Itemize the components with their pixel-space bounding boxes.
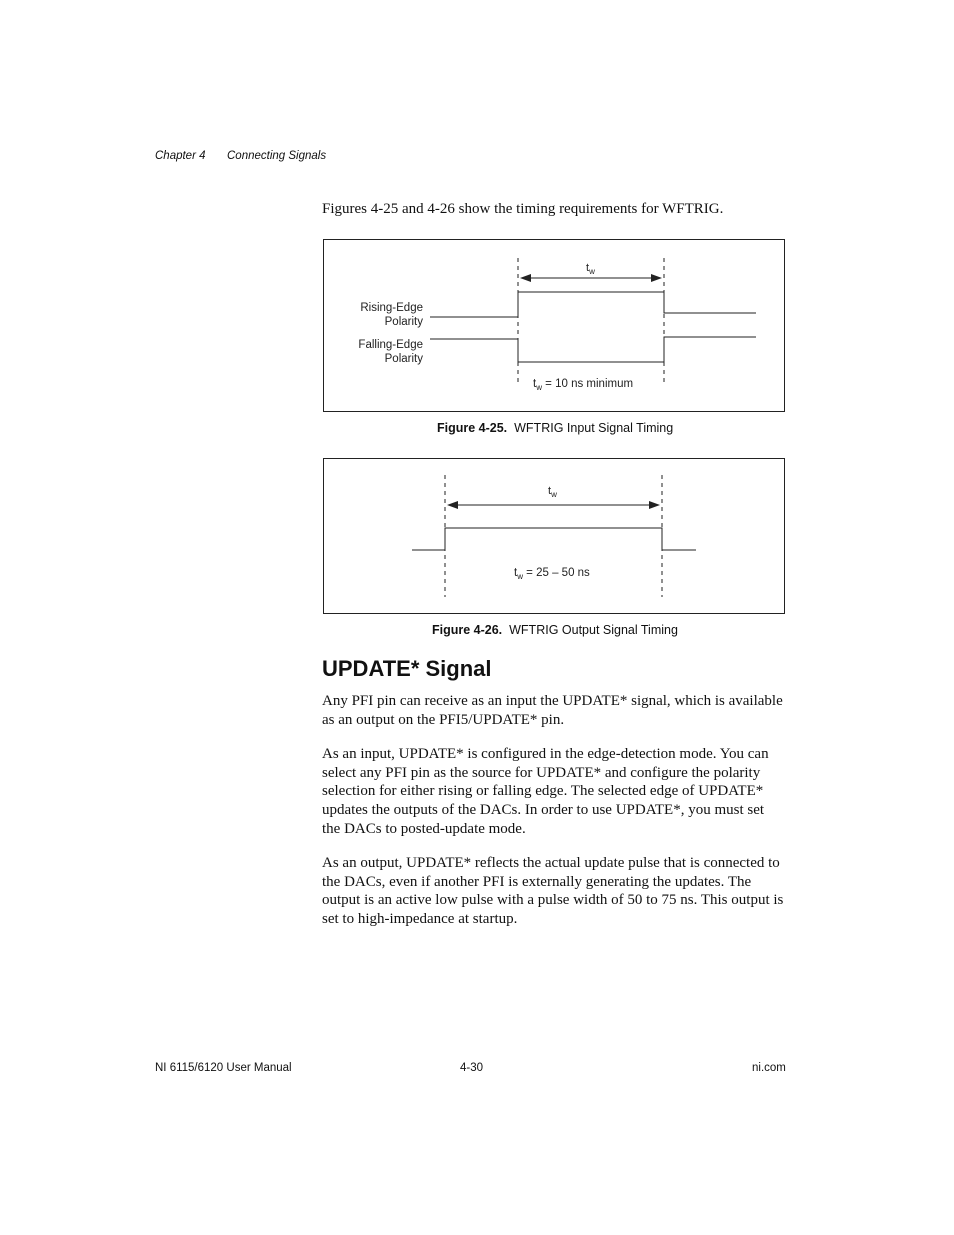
running-header xyxy=(155,150,326,162)
figure-4-26-caption xyxy=(432,623,678,637)
rising-edge-waveform xyxy=(430,292,756,317)
footer-manual-title: NI 6115/6120 User Manual xyxy=(155,1062,292,1074)
output-pulse-waveform xyxy=(412,528,696,550)
figure-4-25-caption xyxy=(437,421,673,435)
tw-range-label: $t_w = 25 - 50$ ns xyxy=(514,567,590,581)
chapter-label: Chapter 4 xyxy=(155,150,206,162)
tw-arrow-right-head xyxy=(649,501,660,509)
footer-page-number: 4-30 xyxy=(460,1062,484,1074)
caption-number: Figure 4-26. xyxy=(432,623,503,637)
wftrig-output-timing-diagram xyxy=(324,459,784,613)
caption-title: WFTRIG Input Signal Timing xyxy=(514,421,674,435)
rising-edge-label-2: Polarity xyxy=(384,316,423,328)
tw-minimum-label: $t_w = 10$ ns minimum xyxy=(533,378,634,392)
section-heading: UPDATE* Signal xyxy=(322,656,492,681)
figure-4-26 xyxy=(323,458,785,614)
falling-edge-label-1: Falling-Edge xyxy=(358,339,423,351)
chapter-title: Connecting Signals xyxy=(227,150,327,162)
footer-website: ni.com xyxy=(752,1062,786,1074)
tw-arrow-left-head xyxy=(520,274,531,282)
wftrig-input-timing-diagram xyxy=(324,240,784,411)
paragraph-2: As an input, UPDATE* is configured in the edge-detection mode. You can select any PFI pin as the source for UPDATE* and configure the polarity selection for either rising or falling edge. The selected edge of UPDATE* updates the outputs of the DACs. In order to use UPDATE*, you must set the DACs to posted-update mode. xyxy=(322,746,769,837)
tw-arrow-right-head xyxy=(651,274,662,282)
rising-edge-label-1: Rising-Edge xyxy=(360,302,423,314)
tw-label: $t_w$ xyxy=(586,262,595,276)
caption-title: WFTRIG Output Signal Timing xyxy=(509,623,678,637)
tw-arrow-left-head xyxy=(447,501,458,509)
falling-edge-waveform xyxy=(430,337,756,362)
intro-text: Figures 4-25 and 4-26 show the timing requirements for WFTRIG. xyxy=(322,201,724,217)
figure-4-25 xyxy=(323,239,785,412)
tw-label: $t_w$ xyxy=(548,485,557,499)
caption-number: Figure 4-25. xyxy=(437,421,508,435)
falling-edge-label-2: Polarity xyxy=(384,353,423,365)
paragraph-1: Any PFI pin can receive as an input the UPDATE* signal, which is available as an output on the PFI5/UPDATE* pin. xyxy=(322,693,783,728)
paragraph-3: As an output, UPDATE* reflects the actual update pulse that is connected to the DACs, even if another PFI is externally generating the updates. The output is an active low pulse with a pulse width of 50 to 75 ns. This output is set to high-impedance at startup. xyxy=(322,855,784,928)
